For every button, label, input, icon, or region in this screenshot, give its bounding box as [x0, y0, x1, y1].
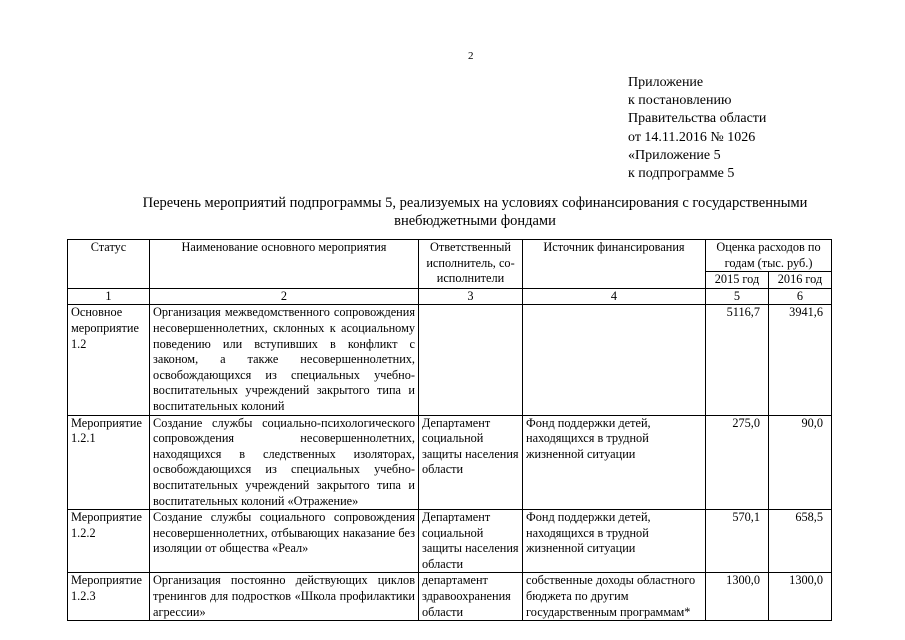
- row-value-2015: 570,1: [706, 510, 769, 573]
- page-number: 2: [468, 50, 474, 62]
- column-number: 4: [523, 288, 706, 305]
- table-row: [68, 573, 832, 621]
- table-row: [68, 415, 832, 510]
- appendix-line: Правительства области: [628, 111, 767, 127]
- row-executor: департамент здравоохранения области: [419, 573, 523, 621]
- row-source: собственные доходы областного бюджета по другим государственным программам*: [523, 573, 706, 621]
- row-value-2016: 658,5: [769, 510, 832, 573]
- document-title: [60, 194, 890, 230]
- row-value-2016: 3941,6: [769, 305, 832, 415]
- row-value-2016: 90,0: [769, 415, 832, 510]
- header-row: [68, 240, 832, 272]
- header-name: Наименование основного мероприятия: [150, 240, 419, 289]
- appendix-line: Приложение: [628, 75, 704, 90]
- row-source: Фонд поддержки детей, находящихся в трудной жизненной ситуации: [523, 415, 706, 510]
- row-value-2015: 5116,7: [706, 305, 769, 415]
- row-value-2015: 1300,0: [706, 573, 769, 621]
- appendix-header: [628, 74, 766, 183]
- column-number: 5: [706, 288, 769, 305]
- column-number: 1: [68, 288, 150, 305]
- row-status: Мероприятие 1.2.3: [68, 573, 150, 621]
- title-line-2: внебюджетными фондами: [394, 213, 556, 229]
- row-executor: Департамент социальной защиты населения области: [419, 415, 523, 510]
- row-status: Основное мероприятие 1.2: [68, 305, 150, 415]
- header-estimate: Оценка расходов по годам (тыс. руб.): [706, 240, 832, 272]
- header-executor: Ответственный исполнитель, со-исполнители: [419, 240, 523, 289]
- column-number: 3: [419, 288, 523, 305]
- row-source: Фонд поддержки детей, находящихся в трудной жизненной ситуации: [523, 510, 706, 573]
- row-name: Создание службы социального сопровождения несовершеннолетних, отбывающих наказание без изоляции от общества «Реал»: [150, 510, 419, 573]
- column-number-row: [68, 288, 832, 305]
- row-name: Создание службы социально-психологического сопровождения несовершеннолетних, находящихся в следственных изоляторах, освобождающихся из специальных учебно-воспитательных учреждений закрытого типа и воспитательных колоний «Отражение»: [150, 415, 419, 510]
- row-name: Организация межведомственного сопровождения несовершеннолетних, склонных к асоциальному поведению или вступивших в конфликт с законом, а также несовершеннолетних, освобождающихся из специальных учебно-воспитательных учреждений закрытого типа и воспитательных колоний: [150, 305, 419, 415]
- row-status: Мероприятие 1.2.2: [68, 510, 150, 573]
- title-line-1: Перечень мероприятий подпрограммы 5, реализуемых на условиях софинансирования с государственными: [142, 195, 808, 211]
- column-number: 2: [150, 288, 419, 305]
- row-source: [523, 305, 706, 415]
- header-source: Источник финансирования: [523, 240, 706, 289]
- appendix-line: «Приложение 5: [628, 147, 721, 163]
- appendix-line: к постановлению: [628, 93, 732, 109]
- column-number: 6: [769, 288, 832, 305]
- header-year-2015: 2015 год: [706, 272, 769, 289]
- row-value-2016: 1300,0: [769, 573, 832, 621]
- table-row: [68, 305, 832, 415]
- header-year-2016: 2016 год: [769, 272, 832, 289]
- row-executor: Департамент социальной защиты населения области: [419, 510, 523, 573]
- table-row: [68, 510, 832, 573]
- header-status: Статус: [68, 240, 150, 289]
- row-status: Мероприятие 1.2.1: [68, 415, 150, 510]
- row-executor: [419, 305, 523, 415]
- row-name: Организация постоянно действующих циклов тренингов для подростков «Школа профилактики агрессии»: [150, 573, 419, 621]
- appendix-line: от 14.11.2016 № 1026: [628, 129, 756, 145]
- appendix-line: к подпрограмме 5: [628, 166, 735, 182]
- row-value-2015: 275,0: [706, 415, 769, 510]
- activities-table: [67, 239, 832, 621]
